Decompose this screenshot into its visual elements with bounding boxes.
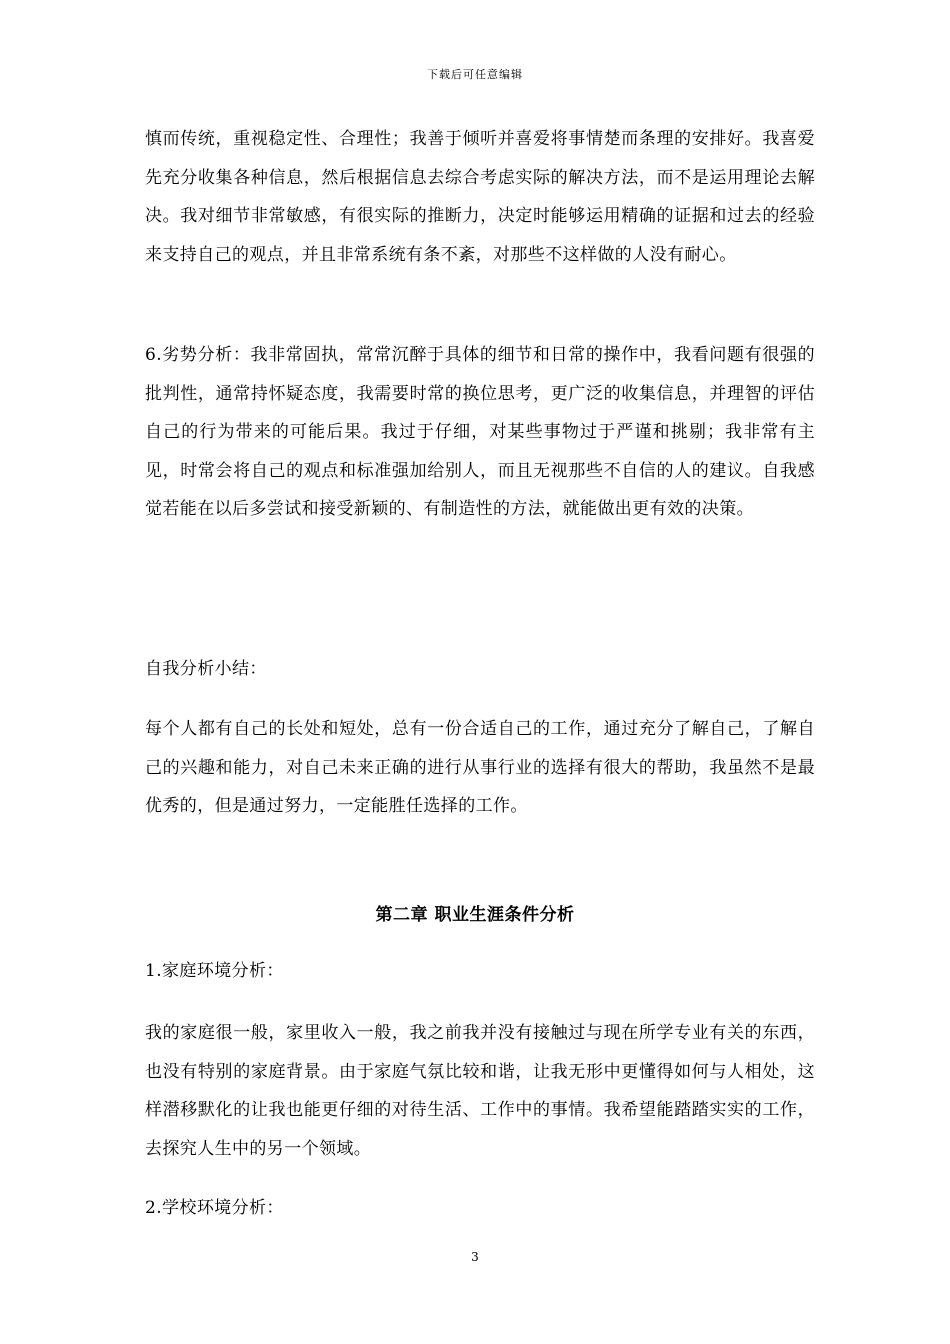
paragraph-text: 6.劣势分析：我非常固执，常常沉醉于具体的细节和日常的操作中，我看问题有很强的批判性，通常持怀疑态度，我需要时常的换位思考，更广泛的收集信息，并理智的评估自己的行为带来的可能后果。我过于仔细，对某些事物过于严谨和挑剔；我非常有主见，时常会将自己的观点和标准强加给别人，而且无视那些不自信的人的建议。自我感觉若能在以后多尝试和接受新颖的、有制造性的方法，就能做出更有效的决策。: [145, 345, 815, 519]
paragraph-text: 慎而传统，重视稳定性、合理性；我善于倾听并喜爱将事情楚而条理的安排好。我喜爱先充分收集各种信息，然后根据信息去综合考虑实际的解决方法，而不是运用理论去解决。我对细节非常敏感，有很实际的推断力，决定时能够运用精确的证据和过去的经验来支持自己的观点，并且非常系统有条不紊，对那些不这样做的人没有耐心。: [145, 129, 815, 265]
paragraph-weakness-analysis: [145, 336, 815, 529]
paragraph-text: 2.学校环境分析：: [145, 1198, 284, 1218]
paragraph-text: 我的家庭很一般，家里收入一般，我之前我并没有接触过与现在所学专业有关的东西，也没有特别的家庭背景。由于家庭气氛比较和谐，让我无形中更懂得如何与人相处，这样潜移默化的让我也能更仔细的对待生活、工作中的事情。我希望能踏踏实实的工作，去探究人生中的另一个领域。: [145, 1023, 815, 1159]
school-environment-label: [145, 1189, 815, 1228]
paragraph-summary: [145, 710, 815, 826]
summary-label: [145, 650, 815, 689]
page-header: 下载后可任意编辑: [427, 68, 523, 81]
paragraph-text: 自我分析小结：: [145, 659, 267, 679]
chapter-title: 第二章 职业生涯条件分析: [375, 905, 575, 925]
paragraph-strengths-continued: [145, 120, 815, 274]
page-number: 3: [471, 1250, 479, 1264]
paragraph-text: 每个人都有自己的长处和短处，总有一份合适自己的工作，通过充分了解自己，了解自己的兴趣和能力，对自己未来正确的进行从事行业的选择有很大的帮助，我虽然不是最优秀的，但是通过努力，一定能胜任选择的工作。: [145, 719, 815, 816]
paragraph-family-environment: [145, 1014, 815, 1168]
family-environment-label: [145, 952, 815, 991]
paragraph-text: 1.家庭环境分析：: [145, 961, 284, 981]
